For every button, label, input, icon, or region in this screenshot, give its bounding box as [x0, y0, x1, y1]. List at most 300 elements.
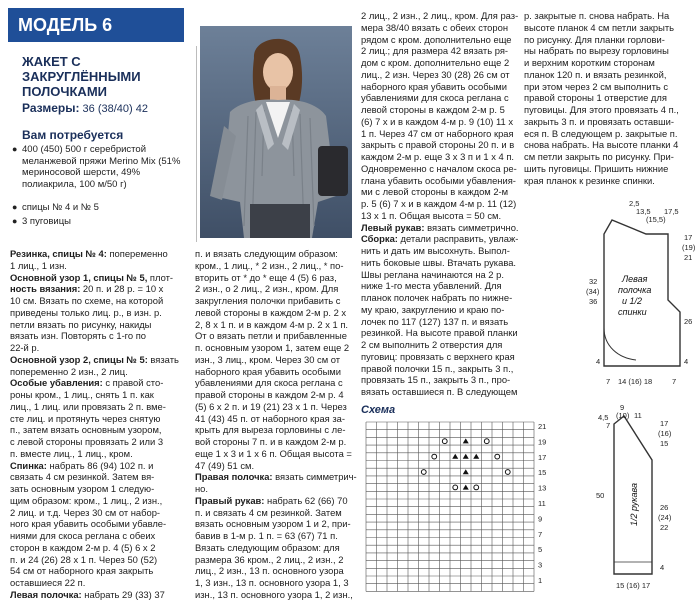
text-fragment: 10 см. Вязать по схеме, на которой [10, 295, 164, 306]
text-fragment: 2 см выполнить 2 отверстия для [361, 339, 503, 350]
text-fragment: правой полочки 15 п., закрыть 3 п., [361, 362, 514, 374]
text-fragment: ного края убавить особыми убавле- [10, 518, 167, 530]
text-fragment: снова набрать. На высоте планки 4 [524, 139, 679, 151]
text-line [195, 307, 357, 319]
text-line [10, 295, 179, 307]
bullet-icon: ● [12, 216, 18, 226]
sleeve-dim-bottom: 15 (16) 17 [616, 581, 651, 590]
text-line [524, 22, 679, 34]
text-fragment: 54 см от наборного края закрыть [10, 565, 154, 577]
text-fragment: ны набрать по вырезу горловины [524, 45, 669, 57]
body-label-1: Левая [622, 274, 648, 284]
text-line [361, 116, 519, 128]
chart-yarn-over-symbol [505, 470, 510, 475]
text-line [10, 319, 179, 331]
text-fragment: 1 п. Через 47 см от наборного края [361, 127, 514, 139]
chart-row-number: 5 [538, 545, 543, 555]
chart-row-number: 3 [538, 560, 543, 570]
text-fragment: вязать изн. Повторять с 1-го по [10, 330, 147, 342]
material-buttons-text: 3 пуговицы [22, 216, 71, 227]
bullet-icon: ● [12, 144, 18, 154]
text-fragment: лочек по 117 (127) 137 п. и вязать [361, 315, 509, 327]
text-line [10, 495, 179, 507]
dim-right-3: 21 [684, 253, 693, 262]
text-fragment: 1 лиц., 1 изн. [10, 259, 67, 271]
text-line [195, 565, 357, 577]
text-line [361, 175, 519, 187]
text-line [195, 460, 357, 472]
text-fragment: 2 изн., о 2 лиц., 2 изн., кром. Для [195, 283, 339, 295]
text-column-4 [524, 10, 679, 186]
text-fragment: вязать симметрич- [272, 471, 357, 483]
text-fragment: п. основным узором 1, затем еще 2 [195, 342, 350, 353]
text-line [195, 366, 357, 378]
text-line [10, 377, 179, 389]
section-heading: Правая полочка: [195, 471, 273, 483]
text-line [361, 139, 519, 151]
model-badge: МОДЕЛЬ 6 [8, 8, 184, 42]
text-column-3 [361, 10, 519, 398]
chart-yarn-over-symbol [432, 454, 437, 459]
text-fragment: п. вместе лиц., 1 лиц., кром. [10, 447, 133, 459]
article-title: ЖАКЕТ С ЗАКРУГЛЁННЫМИ ПОЛОЧКАМИ [22, 54, 141, 99]
text-fragment: ниями для скоса реглана с обеих [10, 530, 156, 541]
text-fragment: глана убавить особыми убавления- [361, 174, 516, 186]
text-line [10, 436, 179, 448]
text-fragment: ми с левой стороны в каждом 2-м [361, 186, 509, 198]
text-fragment: нить и дать им высохнуть. Выпол- [361, 245, 510, 256]
dim-left-3: 36 [589, 297, 598, 306]
text-fragment: набрать 29 (33) 37 [81, 588, 165, 600]
chart-yarn-over-symbol [453, 485, 458, 490]
text-line [524, 139, 679, 151]
model-photo-drawing [200, 26, 352, 238]
text-line [361, 222, 519, 234]
text-fragment: 47 (49) 51 см. [195, 459, 255, 471]
body-label-2: полочка [618, 285, 652, 295]
text-line [524, 81, 679, 93]
text-fragment: левой стороны в каждом 2-м р. 5 [361, 104, 505, 115]
text-line [10, 389, 179, 401]
text-line [524, 92, 679, 104]
text-line [10, 577, 179, 589]
text-fragment: вторить от * до * еще 4 (5) 6 раз, [195, 271, 337, 283]
schema-title: Схема [361, 404, 396, 416]
text-line [10, 471, 179, 483]
text-line [195, 542, 357, 554]
text-fragment: дом с кром. дополнительно еще 2 [361, 57, 510, 68]
text-fragment: лиц., 2 изн. Через 30 (28) 26 см от [361, 68, 510, 80]
text-line [10, 460, 179, 472]
text-fragment: высоте планок 4 см петли закрыть [524, 21, 675, 33]
text-line [195, 272, 357, 284]
text-fragment: каждом 2-м р. еще 3 х 3 п и 1 х 4 п. [361, 151, 515, 162]
sleeve-dim-right-4: 26 [660, 503, 669, 512]
dim-top-3: (15,5) [646, 215, 666, 224]
text-line [361, 374, 519, 386]
text-line [10, 330, 179, 342]
text-line [524, 128, 679, 140]
text-fragment: убавлениями для скоса реглана с [195, 377, 343, 389]
text-fragment: От о вязать петли и прибавленные [195, 330, 347, 342]
text-line [10, 554, 179, 566]
text-fragment: оставшиеся 22 п. [10, 577, 86, 588]
text-line [195, 330, 357, 342]
text-fragment: мера 38/40 вязать с обеих сторон [361, 21, 509, 33]
material-needles [12, 202, 194, 214]
text-line [195, 377, 357, 389]
text-line [361, 257, 519, 269]
text-fragment: детали расправить, увлаж- [397, 233, 519, 245]
text-line [361, 22, 519, 34]
text-line [10, 530, 179, 542]
text-fragment: рядом с кром. дополнительно еще [361, 33, 512, 45]
text-column-2 [195, 248, 357, 601]
section-heading: Левая полочка: [10, 588, 82, 600]
text-fragment: правой стороны 1 отверстие для [524, 92, 667, 104]
text-line [361, 57, 519, 69]
sleeve-dim-right-1: 17 [660, 419, 669, 428]
sleeve-dim-right-2: (16) [658, 429, 672, 438]
text-fragment: 2 лиц.; для размера 42 вязать ря- [361, 45, 509, 57]
text-line [361, 351, 519, 363]
text-line [361, 327, 519, 339]
sizes-line [22, 101, 148, 115]
chart-yarn-over-symbol [484, 439, 489, 444]
text-fragment: по рисунку. Для планки горлови- [524, 33, 665, 45]
chart-yarn-over-symbol [442, 439, 447, 444]
text-fragment: плот- [147, 271, 173, 283]
text-fragment: вой стороны 7 п. и в каждом 2-м р. [195, 436, 347, 447]
text-line [10, 342, 179, 354]
text-fragment: вязать симметрично. [424, 221, 519, 233]
text-fragment: сте лиц. и протянуть через снятую [10, 412, 161, 424]
text-line [10, 542, 179, 554]
text-fragment: левой стороны в каждом 2-м р. 2 х [195, 306, 347, 318]
body-pattern-diagram [584, 196, 696, 392]
text-fragment: еще 1 х 3 и 1 х 6 п. Общая высота = [195, 447, 352, 459]
text-fragment: изн., 3 лиц., кром. Через 30 см от [195, 353, 341, 365]
text-fragment: петли вязать по рисунку, накиды [10, 318, 152, 330]
sleeve-dim-top-3: 11 [634, 411, 642, 420]
dim-top-1: 2,5 [629, 199, 640, 208]
text-fragment: щим образом: кром., 1 лиц., 2 изн., [10, 494, 163, 506]
material-yarn [12, 144, 194, 190]
text-line [361, 210, 519, 222]
text-fragment: сторон в каждом 2-м р. 4 (5) 6 х 2 [10, 541, 156, 553]
text-line [10, 448, 179, 460]
text-line [361, 81, 519, 93]
sleeve-dim-top-5: 7 [606, 421, 611, 430]
chart-decrease-symbol [452, 454, 458, 459]
text-fragment: планок 120 п. и вязать резинкой, [524, 68, 667, 80]
text-line [361, 34, 519, 46]
chart-row-number: 13 [538, 483, 547, 493]
chart-row-number: 15 [538, 468, 547, 478]
sleeve-dim-top-4: 4,5 [598, 413, 609, 422]
text-fragment: роны кром., 1 лиц., снять 1 п. как [10, 389, 154, 400]
text-fragment: закрыть 3 п. и провязать оставши- [524, 115, 675, 127]
text-fragment: лиц., 1 лиц. или провязать 2 п. вме- [10, 400, 166, 412]
text-fragment: шить пуговицы. Пришить нижние [524, 162, 669, 174]
text-line [361, 104, 519, 116]
dim-right-1: 17 [684, 233, 693, 242]
text-line [195, 495, 357, 507]
section-heading: Правый рукав: [195, 494, 265, 506]
text-fragment: планок полочек набрать по нижне- [361, 292, 513, 303]
text-fragment: изн., 13 п. основного узора 1, 2 изн., [195, 588, 353, 600]
text-fragment: зать основным узором 1 следую- [10, 483, 155, 494]
text-line [10, 283, 179, 295]
section-heading: Левый рукав: [361, 221, 425, 233]
text-line [361, 128, 519, 140]
text-fragment: связать 4 см резинкой. Затем вя- [10, 471, 155, 483]
text-line [361, 198, 519, 210]
chart-decrease-symbol [463, 485, 469, 490]
section-heading: Сборка: [361, 233, 398, 245]
text-fragment: приведены только лиц. р., в изн. р. [10, 306, 162, 318]
text-fragment: провязать 15 п., закрыть 3 п., про- [361, 374, 511, 386]
chart-decrease-symbol [473, 454, 479, 459]
dim-top-2: 13,5 [636, 207, 651, 216]
text-fragment: р. 5 (6) 7 х и в каждом 4-м р. 11 (12) [361, 198, 517, 209]
text-line [361, 233, 519, 245]
text-fragment: бавив в 1-м р. 1 п. = 63 (67) 71 п. [195, 530, 338, 541]
text-fragment: с правой сто- [102, 377, 164, 389]
text-line [524, 116, 679, 128]
text-line [10, 260, 179, 272]
chart-row-number: 17 [538, 452, 547, 462]
dim-left-1: 32 [589, 277, 598, 286]
text-line [524, 45, 679, 57]
text-fragment: 2, 8 х 1 п. и в каждом 4-м р. 2 х 1 п. [195, 318, 349, 330]
model-photo [200, 26, 352, 238]
text-fragment: 13 х 1 п. Общая высота = 50 см. [361, 209, 502, 221]
text-fragment: Вязать следующим образом: для [195, 541, 340, 553]
text-line [361, 151, 519, 163]
text-fragment: му краю, закруглению и краю по- [361, 303, 505, 315]
text-fragment: края планок к резинке спинки. [524, 174, 655, 186]
section-heading: Основной узор 1, спицы № 5, [10, 271, 148, 283]
text-fragment: но. [195, 483, 208, 494]
text-line [10, 424, 179, 436]
text-line [10, 366, 179, 378]
bullet-icon: ● [12, 202, 18, 212]
chart-row-number: 11 [538, 499, 546, 508]
sleeve-dim-top-2: (10) [616, 411, 630, 420]
text-line [524, 151, 679, 163]
chart-yarn-over-symbol [474, 485, 479, 490]
sizes-label: Размеры: [22, 101, 80, 115]
text-fragment: 1, 3 изн., 13 п. основного узора 1, 3 [195, 577, 349, 588]
text-fragment: см петли закрыть по рисунку. При- [524, 151, 674, 162]
chart-yarn-over-symbol [421, 470, 426, 475]
section-heading: ность вязания: [10, 283, 81, 295]
material-buttons [12, 216, 194, 228]
text-line [10, 483, 179, 495]
text-fragment: набрать 86 (94) 102 п. и [46, 459, 154, 471]
text-fragment: (5) 6 х 2 п. и 19 (21) 23 х 1 п. Через [195, 400, 347, 412]
chart-decrease-symbol [463, 438, 469, 443]
text-fragment: (6) 7 х и в каждом 4-м р. 9 (10) 11 х [361, 115, 514, 127]
text-fragment: резинкой. На высоте правой планки [361, 327, 518, 339]
text-line [195, 389, 357, 401]
text-line [10, 248, 179, 260]
text-line [10, 307, 179, 319]
text-fragment: наборного края убавить особыми [361, 80, 507, 92]
text-line [10, 354, 179, 366]
chart-decrease-symbol [463, 469, 469, 474]
text-line [10, 401, 179, 413]
text-line [361, 280, 519, 292]
section-heading: Резинка, спицы № 4: [10, 248, 107, 259]
text-line [195, 589, 357, 601]
text-fragment: попеременно [106, 248, 168, 259]
text-fragment: пуговицы. Для этого провязать 4 п., [524, 104, 679, 115]
text-line [524, 69, 679, 81]
text-fragment: с левой стороны провязать 2 или 3 [10, 436, 164, 447]
chart-yarn-over-symbol [495, 454, 500, 459]
text-fragment: вязать основным узором 1 и 2, при- [195, 518, 351, 530]
text-line [195, 295, 357, 307]
text-fragment: попеременно 2 изн., 2 лиц. [10, 365, 128, 377]
text-line [195, 413, 357, 425]
text-line [361, 163, 519, 175]
text-line [10, 272, 179, 284]
dim-bottom-2: 14 (16) 18 [618, 377, 653, 386]
text-line [361, 363, 519, 375]
chart-row-number: 1 [538, 576, 543, 585]
text-fragment: размера 36 кром., 2 лиц., 2 изн., 2 [195, 553, 344, 565]
text-line [361, 92, 519, 104]
chart-row-number: 9 [538, 514, 543, 524]
text-line [195, 401, 357, 413]
text-column-1 [10, 248, 179, 601]
text-fragment: правой стороны в каждом 2-м р. 4 [195, 389, 344, 400]
dim-bottom-3: 7 [672, 377, 677, 386]
text-fragment: п., затем вязать основным узором, [10, 424, 162, 436]
dim-right-2: (19) [682, 243, 696, 252]
text-fragment: нить боковые швы. Втачать рукава. [361, 256, 517, 268]
text-fragment: крыть для выреза горловины с ле- [195, 424, 346, 436]
text-line [524, 104, 679, 116]
text-fragment: 22-й р. [10, 342, 40, 353]
sizes-value: 36 (38/40) 42 [82, 103, 148, 115]
text-fragment: набрать 62 (66) 70 [264, 494, 348, 506]
text-line [361, 269, 519, 281]
text-line [195, 483, 357, 495]
dim-top-4: 17,5 [664, 207, 679, 216]
text-fragment: п. и связать 4 см резинкой. Затем [195, 506, 342, 518]
text-fragment: вязать [147, 353, 179, 365]
sleeve-dim-right-7: 4 [660, 563, 665, 572]
text-line [195, 518, 357, 530]
section-heading: Особые убавления: [10, 377, 103, 389]
text-fragment: закрыть с правой стороны 20 п. и в [361, 139, 515, 151]
text-line [361, 292, 519, 304]
dim-right-4: 26 [684, 317, 693, 326]
dim-left-2: (34) [586, 287, 600, 296]
knitting-chart [360, 418, 580, 598]
text-fragment: 2 лиц., 2 изн., 2 лиц., кром. Для раз- [361, 10, 519, 21]
text-line [524, 175, 679, 187]
text-line [195, 554, 357, 566]
text-line [10, 413, 179, 425]
text-line [524, 34, 679, 46]
text-line [361, 339, 519, 351]
text-fragment: при этом через 2 см выполнить с [524, 80, 669, 92]
text-line [195, 471, 357, 483]
text-fragment: вязать оставшиеся п. В следующем [361, 386, 518, 397]
text-fragment: пуговиц: провязать с верхнего края [361, 350, 515, 362]
text-line [195, 507, 357, 519]
text-line [195, 319, 357, 331]
text-fragment: ниже 1-го места убавлений. Для [361, 280, 502, 292]
text-line [195, 436, 357, 448]
text-line [195, 354, 357, 366]
chart-decrease-symbol [463, 454, 469, 459]
dim-left-small: 4 [596, 357, 601, 366]
body-label-3: и 1/2 [622, 296, 643, 306]
text-fragment: 41 (43) 45 п. от наборного края за- [195, 412, 345, 424]
sleeve-dim-right-3: 15 [660, 439, 669, 448]
text-line [361, 45, 519, 57]
text-fragment: р. закрытые п. снова набрать. На [524, 10, 670, 21]
text-fragment: кром., 1 лиц., * 2 изн., 2 лиц., * по- [195, 259, 344, 271]
text-line [524, 57, 679, 69]
text-line [195, 260, 357, 272]
text-line [195, 577, 357, 589]
text-fragment: Швы реглана начинаются на 2 р. [361, 268, 504, 280]
material-needles-text: спицы № 4 и № 5 [22, 202, 99, 213]
body-label-4: спинки [618, 307, 647, 317]
dim-right-5: 4 [684, 357, 689, 366]
sleeve-dim-left: 50 [596, 491, 605, 500]
text-line [361, 245, 519, 257]
dim-bottom-1: 7 [606, 377, 611, 386]
chart-row-number: 7 [538, 529, 543, 539]
text-line [361, 69, 519, 81]
text-fragment: 20 п. и 28 р. = 10 х [80, 283, 164, 295]
front-curve [604, 328, 636, 360]
text-line [524, 10, 679, 22]
text-line [195, 424, 357, 436]
chart-row-number: 21 [538, 422, 547, 431]
text-line [361, 186, 519, 198]
sleeve-dim-right-6: 22 [660, 523, 669, 532]
text-line [10, 518, 179, 530]
text-line [195, 342, 357, 354]
text-line [10, 565, 179, 577]
text-line [361, 304, 519, 316]
text-line [195, 448, 357, 460]
materials-heading: Вам потребуется [22, 128, 124, 142]
section-heading: Спинка: [10, 459, 47, 471]
material-yarn-text: 400 (450) 500 г серебристой меланжевой пряжи Merino Mix (51% мериносовой шерсти, 49% полиакрила, 100 м/50 г) [22, 144, 181, 190]
section-heading: Основной узор 2, спицы № 5: [10, 353, 148, 365]
chart-row-number: 19 [538, 437, 547, 447]
text-fragment: Одновременно с началом скоса ре- [361, 162, 517, 174]
text-line [361, 386, 519, 398]
text-fragment: 2 лиц. и т.д. Через 30 см от набор- [10, 506, 161, 518]
text-fragment: наборного края убавить особыми [195, 365, 341, 377]
text-fragment: и верхним коротким сторонам [524, 57, 655, 68]
text-fragment: убавлениями для скоса реглана с [361, 92, 509, 104]
sleeve-label: 1/2 рукава [629, 483, 639, 526]
text-line [524, 163, 679, 175]
text-fragment: п. и вязать следующим образом: [195, 248, 338, 259]
text-line [195, 248, 357, 260]
